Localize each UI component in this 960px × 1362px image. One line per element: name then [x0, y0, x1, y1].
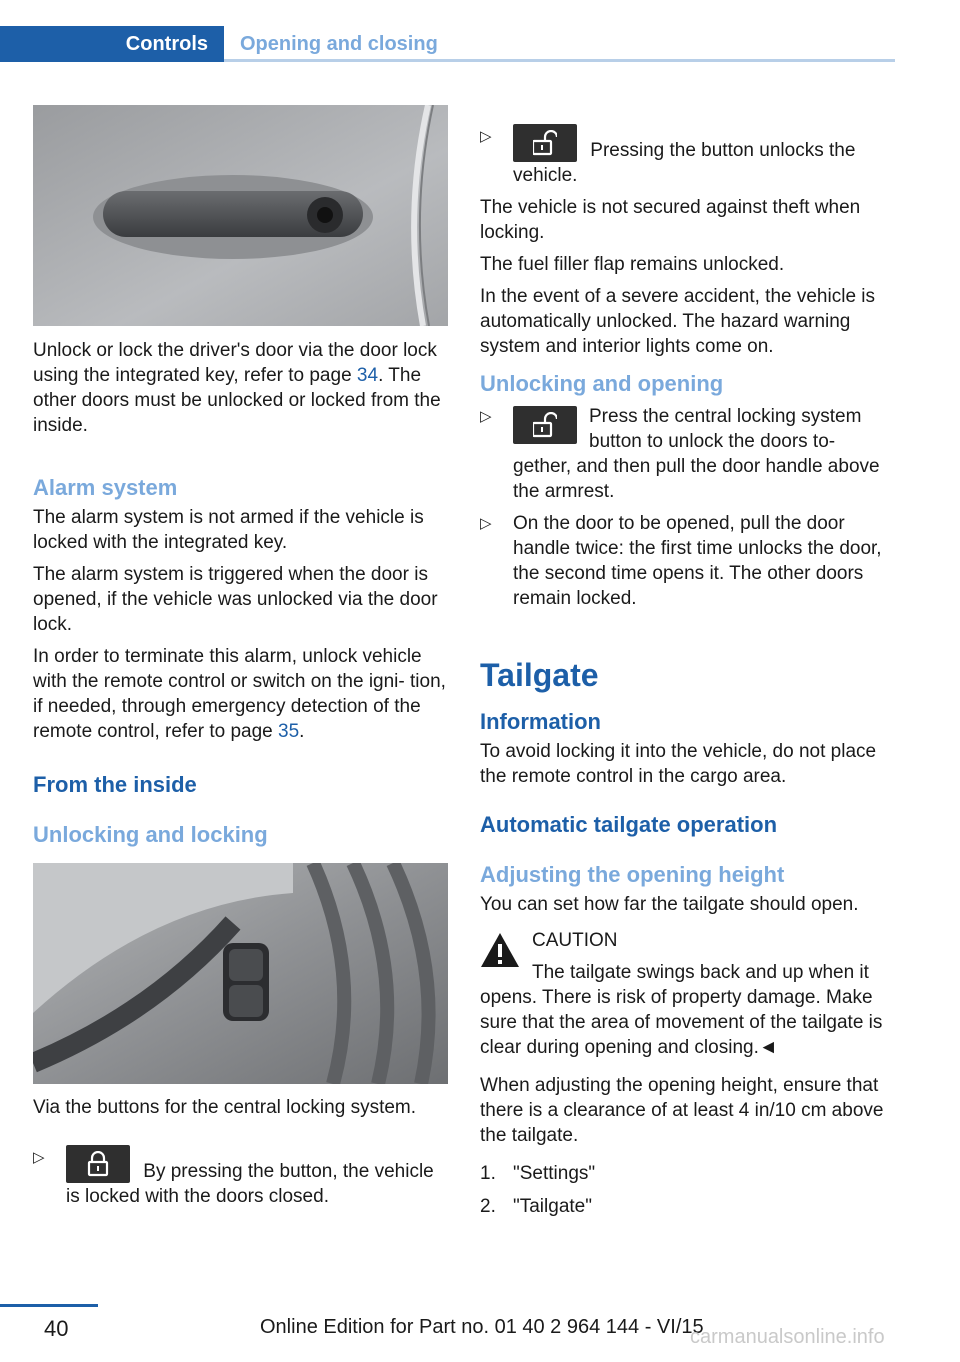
lock-button-icon [66, 1145, 130, 1183]
fuel-flap-paragraph: The fuel filler flap remains unlocked. [480, 254, 785, 275]
list-item [480, 1161, 895, 1186]
from-inside-section [33, 771, 449, 849]
list-item-unlock [480, 124, 895, 188]
page-link-34[interactable]: 34 [356, 365, 379, 386]
information-paragraph: To avoid locking it into the vehicle, do not place the remote control in the cargo area. [480, 741, 877, 787]
edition-text: Online Edition for Part no. 01 40 2 964 144 - VI/15 [260, 1316, 704, 1338]
unlock-button-icon [513, 406, 577, 444]
unlocking-locking-heading: Unlocking and locking [33, 822, 268, 847]
steps-list [480, 1161, 895, 1219]
text: . The other doors must be unlocked or locked from the inside. [33, 365, 441, 436]
theft-paragraph: The vehicle is not secured against theft when locking. [480, 197, 861, 243]
section-tab[interactable]: Controls [0, 26, 224, 62]
caution-block [480, 928, 895, 1060]
left-column-intro [33, 338, 449, 438]
bullet-triangle-icon: ▷ [480, 128, 492, 145]
text: . [299, 721, 305, 742]
alarm-section [33, 474, 449, 744]
buttons-caption: Via the buttons for the central locking system. [33, 1097, 417, 1118]
alarm-paragraph-1: The alarm system is not armed if the vehicle is locked with the integrated key. [33, 507, 424, 553]
list-item-open-2 [480, 511, 895, 611]
central-locking-buttons-photo [33, 863, 448, 1084]
door-lock-paragraph [33, 338, 449, 438]
text: Unlock or lock the driver's door via the door lock using the integrated key, refer to page [33, 340, 437, 386]
footer-rule [0, 1304, 98, 1307]
opening-height-paragraph: You can set how far the tailgate should open. [480, 894, 859, 915]
page-number: 40 [44, 1316, 69, 1341]
clearance-paragraph: When adjusting the opening height, ensure that there is a clearance of at least 4 in/10 cm above the tailgate. [480, 1075, 884, 1146]
list-item-lock [33, 1145, 449, 1209]
bullet-triangle-icon: ▷ [480, 515, 492, 532]
opening-height-heading: Adjusting the opening height [480, 862, 785, 887]
unlocking-opening-heading: Unlocking and opening [480, 371, 724, 396]
information-heading: Information [480, 709, 601, 734]
lock-bullet-text: By pressing the button, the vehicle is locked with the doors closed. [66, 1161, 434, 1207]
tailgate-heading: Tailgate [480, 657, 599, 693]
page-header [0, 26, 895, 62]
chapter-tab[interactable]: Opening and closing [240, 33, 438, 55]
left-column-buttons [33, 1095, 449, 1209]
right-column-top [480, 124, 895, 359]
caution-text: The tailgate swings back and up when it opens. There is risk of property damage. Make sure that the area of movement of the tailgate is clear during opening and closing.◄ [480, 962, 883, 1058]
accident-paragraph: In the event of a severe accident, the vehicle is automatically unlocked. The hazard warning system and interior lights come on. [480, 286, 876, 357]
caution-label: CAUTION [532, 930, 618, 951]
step-text: "Settings" [513, 1163, 596, 1184]
open-bullet-1-text: Press the central locking system button to unlock the doors to‐ gether, and then pull the door handle above the armrest. [513, 406, 880, 502]
unlock-bullet-text: Pressing the button unlocks the vehicle. [513, 140, 856, 186]
from-inside-heading: From the inside [33, 772, 197, 797]
alarm-heading: Alarm system [33, 475, 178, 500]
header-rule [224, 59, 895, 62]
step-number: 1. [480, 1163, 496, 1184]
text: In order to terminate this alarm, unlock vehicle with the remote control or switch on the igni‐ tion, if needed, through emergency detection of the remote control, refer to page [33, 646, 446, 742]
tailgate-section [480, 656, 895, 1219]
unlock-button-icon [513, 124, 577, 162]
alarm-paragraph-3 [33, 644, 449, 744]
automatic-tailgate-heading: Automatic tailgate operation [480, 812, 778, 837]
bullet-triangle-icon: ▷ [480, 408, 492, 425]
open-bullet-2-text: On the door to be opened, pull the door handle twice: the first time unlocks the door, the second time opens it. The other doors remain locked. [513, 513, 882, 609]
unlocking-opening-section [480, 370, 895, 611]
watermark: carmanualsonline.info [690, 1326, 885, 1348]
warning-triangle-icon [480, 932, 520, 968]
list-item-open-1 [480, 404, 895, 504]
page-link-35[interactable]: 35 [278, 721, 300, 742]
alarm-paragraph-2: The alarm system is triggered when the door is opened, if the vehicle was unlocked via the door lock. [33, 564, 438, 635]
list-item [480, 1194, 895, 1219]
door-handle-photo [33, 105, 448, 326]
step-number: 2. [480, 1196, 496, 1217]
step-text: "Tailgate" [513, 1196, 592, 1217]
bullet-triangle-icon: ▷ [33, 1149, 45, 1166]
